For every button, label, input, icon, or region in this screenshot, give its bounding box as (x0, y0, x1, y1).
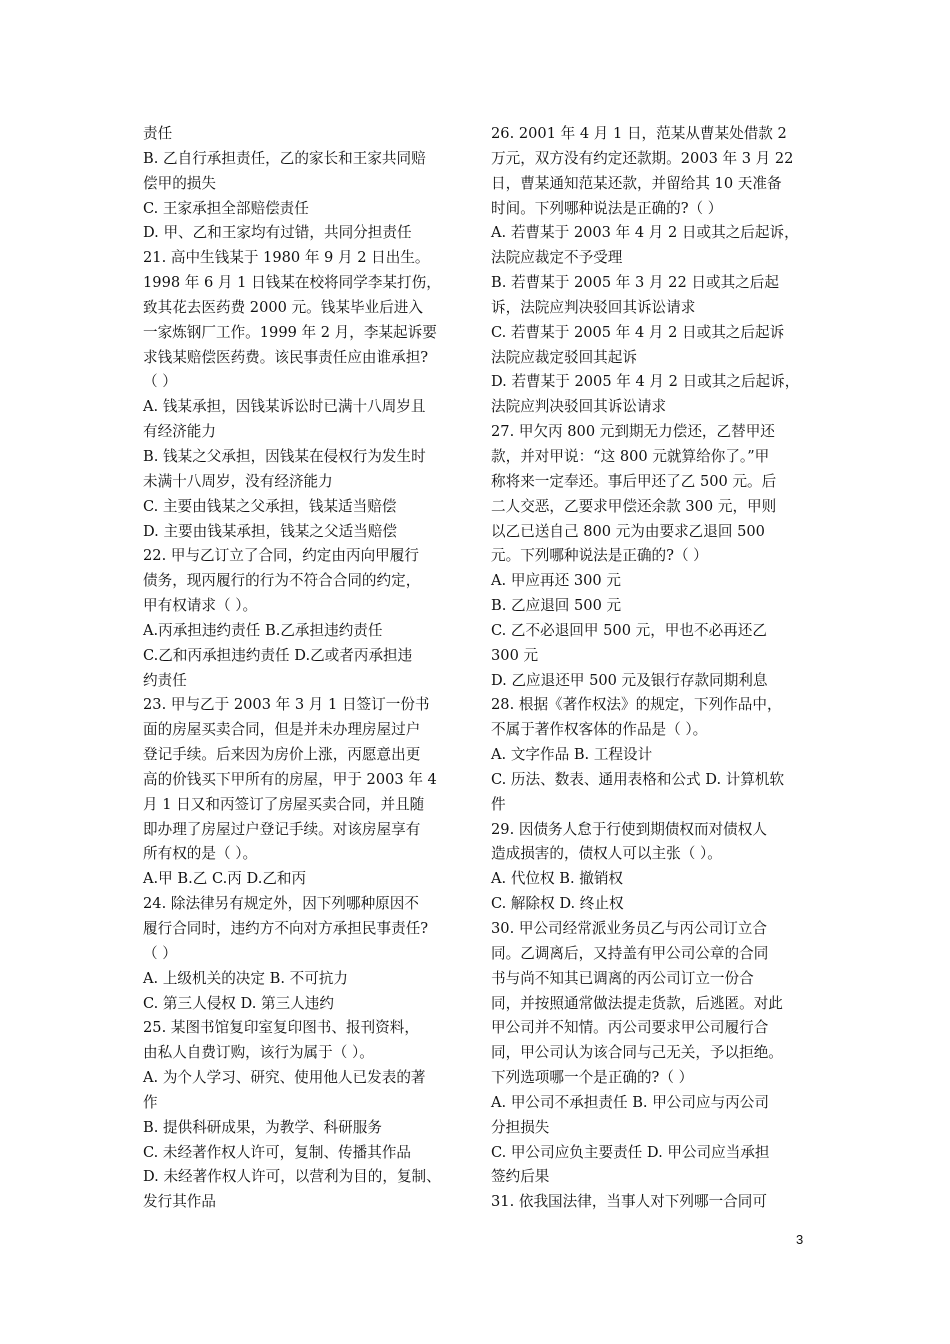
text-line: A.甲 B.乙 C.丙 D.乙和丙 (143, 870, 307, 888)
text-line: 发行其作品 (143, 1193, 216, 1211)
text-line: A. 钱某承担，因钱某诉讼时已满十八周岁且 (143, 398, 426, 416)
text-line: C. 若曹某于 2005 年 4 月 2 日或其之后起诉 (491, 323, 785, 341)
text-line: C. 甲公司应负主要责任 D. 甲公司应当承担 (491, 1143, 770, 1161)
text-line: 登记手续。后来因为房价上涨，丙愿意出更 (143, 746, 421, 764)
text-line: 高的价钱买下甲所有的房屋，甲于 2003 年 4 (143, 770, 437, 788)
text-line: D. 甲、乙和王家均有过错，共同分担责任 (143, 224, 412, 242)
text-line: 28. 根据《著作权法》的规定，下列作品中， (491, 696, 782, 714)
text-line: （ ） (143, 373, 177, 391)
text-line: 履行合同时，违约方不向对方承担民事责任? (143, 920, 429, 937)
text-line: C. 未经著作权人许可，复制、传播其作品 (143, 1143, 412, 1161)
text-line: 1998 年 6 月 1 日钱某在校将同学李某打伤， (143, 274, 441, 292)
text-line: 时间。下列哪种说法是正确的?（ ） (491, 199, 723, 217)
text-line: 书与尚不知其已调离的丙公司订立一份合 (491, 969, 754, 987)
text-line: 同，甲公司认为该合同与己无关，予以拒绝。 (491, 1044, 783, 1062)
text-line: C.乙和丙承担违约责任 D.乙或者丙承担违 (143, 646, 413, 664)
text-line: 300 元 (491, 646, 539, 664)
text-line: 由私人自费订购，该行为属于（ ）。 (143, 1044, 374, 1062)
text-line: A. 文字作品 B. 工程设计 (491, 746, 653, 764)
text-line: C. 历法、数表、通用表格和公式 D. 计算机软 (491, 770, 785, 788)
text-line: 29. 因债务人怠于行使到期债权而对债权人 (491, 820, 767, 838)
text-line: 22. 甲与乙订立了合同，约定由丙向甲履行 (143, 547, 419, 565)
text-line: 同。乙调离后，又持盖有甲公司公章的合同 (491, 944, 769, 962)
text-line: C. 第三人侵权 D. 第三人违约 (143, 994, 334, 1012)
text-line: C. 主要由钱某之父承担，钱某适当赔偿 (143, 497, 397, 515)
text-line: 26. 2001 年 4 月 1 日，范某从曹某处借款 2 (491, 125, 787, 142)
text-line: 31. 依我国法律，当事人对下列哪一合同可 (491, 1193, 767, 1211)
text-line: 一家炼钢厂工作。1999 年 2 月，李某起诉要 (143, 323, 437, 341)
text-line: 有经济能力 (143, 423, 216, 441)
text-line: C. 王家承担全部赔偿责任 (143, 199, 309, 217)
text-line: 致其花去医药费 2000 元。钱某毕业后进入 (143, 298, 423, 316)
text-line: 30. 甲公司经常派业务员乙与丙公司订立合 (491, 920, 767, 937)
text-line: 诉，法院应判决驳回其诉讼请求 (491, 298, 696, 316)
text-line: A. 代位权 B. 撤销权 (491, 870, 624, 888)
text-line: 月 1 日又和丙签订了房屋买卖合同，并且随 (143, 795, 425, 813)
left-column (143, 122, 475, 1215)
text-line: 25. 某图书馆复印室复印图书、报刊资料， (143, 1019, 419, 1037)
text-line: 未满十八周岁，没有经济能力 (143, 472, 333, 490)
text-line: 以乙已送自己 800 元为由要求乙退回 500 (491, 522, 765, 540)
text-line: 21. 高中生钱某于 1980 年 9 月 2 日出生。 (143, 249, 430, 267)
text-line: D. 主要由钱某承担，钱某之父适当赔偿 (143, 522, 397, 540)
text-line: 甲公司并不知情。丙公司要求甲公司履行合 (491, 1019, 769, 1037)
text-line: B. 乙自行承担责任，乙的家长和王家共同赔 (143, 149, 426, 167)
text-line: 所有权的是（ ）。 (143, 845, 258, 863)
text-line: 24. 除法律另有规定外，因下列哪种原因不 (143, 895, 419, 913)
text-line: 法院应裁定不予受理 (491, 249, 623, 267)
right-column (491, 122, 823, 1215)
text-line: 法院应判决驳回其诉讼请求 (491, 398, 667, 416)
text-line: 责任 (143, 125, 173, 142)
text-line: 约责任 (143, 671, 187, 689)
text-line: A. 甲公司不承担责任 B. 甲公司应与丙公司 (491, 1093, 769, 1111)
text-line: 甲有权请求（ ）。 (143, 597, 258, 615)
page-number: 3 (796, 1232, 804, 1247)
text-line: 日，曹某通知范某还款，并留给其 10 天准备 (491, 174, 782, 192)
text-line: C. 乙不必退回甲 500 元，甲也不必再还乙 (491, 621, 767, 639)
text-line: 同，并按照通常做法提走货款，后逃匿。对此 (491, 994, 783, 1012)
text-line: 二人交恶，乙要求甲偿还余款 300 元，甲则 (491, 497, 777, 515)
text-line: 23. 甲与乙于 2003 年 3 月 1 日签订一份书 (143, 696, 430, 714)
text-line: B. 乙应退回 500 元 (491, 597, 622, 615)
text-line: 件 (491, 795, 506, 813)
text-line: 称将来一定奉还。事后甲还了乙 500 元。后 (491, 472, 777, 490)
text-line: 分担损失 (491, 1118, 550, 1136)
text-line: 求钱某赔偿医药费。该民事责任应由谁承担? (143, 348, 429, 366)
text-line: 下列选项哪一个是正确的?（ ） (491, 1069, 694, 1087)
text-line: D. 乙应退还甲 500 元及银行存款同期利息 (491, 671, 768, 689)
text-line: A. 甲应再还 300 元 (491, 572, 621, 590)
text-line: （ ） (143, 944, 177, 962)
text-line: B. 若曹某于 2005 年 3 月 22 日或其之后起 (491, 274, 779, 292)
text-line: 面的房屋买卖合同，但是并未办理房屋过户 (143, 721, 421, 739)
text-line: 万元，双方没有约定还款期。2003 年 3 月 22 (491, 149, 794, 167)
text-line: 偿甲的损失 (143, 174, 216, 192)
text-line: A. 为个人学习、研究、使用他人已发表的著 (143, 1069, 426, 1087)
text-line: 作 (143, 1093, 158, 1111)
text-line: 元。下列哪种说法是正确的?（ ） (491, 547, 708, 565)
text-line: B. 提供科研成果，为教学、科研服务 (143, 1118, 382, 1136)
text-line: 法院应裁定驳回其起诉 (491, 348, 637, 366)
text-line: 款，并对甲说：“这 800 元就算给你了。”甲 (491, 447, 770, 465)
text-line: D. 未经著作权人许可，以营利为目的，复制、 (143, 1168, 441, 1186)
text-line: 27. 甲欠丙 800 元到期无力偿还，乙替甲还 (491, 423, 775, 441)
text-line: C. 解除权 D. 终止权 (491, 895, 624, 913)
text-line: 不属于著作权客体的作品是（ ）。 (491, 721, 708, 739)
text-line: A. 若曹某于 2003 年 4 月 2 日或其之后起诉， (491, 224, 799, 242)
text-line: B. 钱某之父承担，因钱某在侵权行为发生时 (143, 447, 426, 465)
text-line: 签约后果 (491, 1168, 550, 1186)
text-line: A.丙承担违约责任 B.乙承担违约责任 (143, 621, 383, 639)
text-line: 造成损害的，债权人可以主张（ ）。 (491, 845, 722, 863)
text-line: D. 若曹某于 2005 年 4 月 2 日或其之后起诉， (491, 373, 800, 391)
text-line: A. 上级机关的决定 B. 不可抗力 (143, 969, 348, 987)
text-line: 即办理了房屋过户登记手续。对该房屋享有 (143, 820, 421, 838)
text-line: 债务，现丙履行的行为不符合合同的约定， (143, 572, 421, 590)
